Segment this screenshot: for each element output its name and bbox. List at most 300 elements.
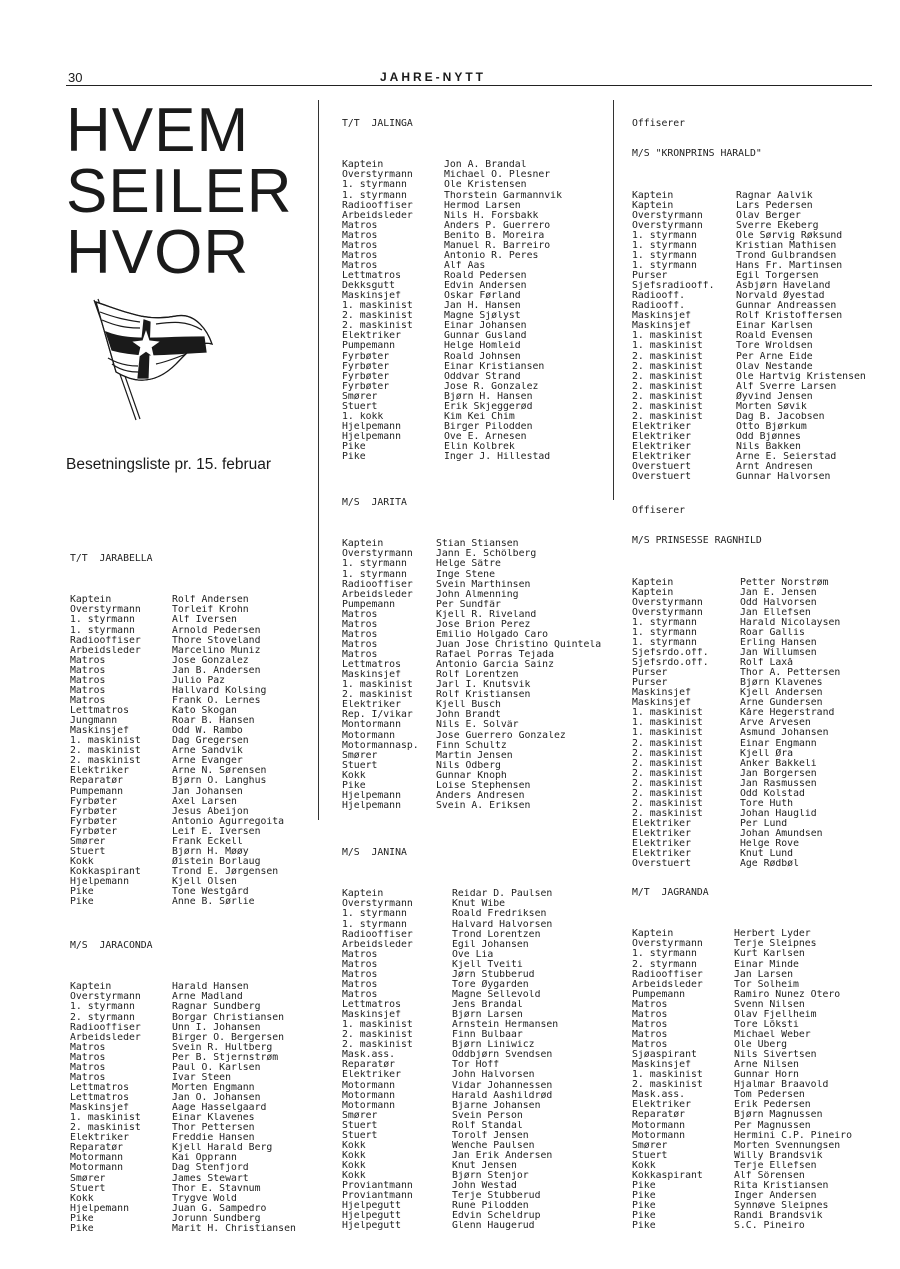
crew-name: Otto Bjørkum <box>736 421 807 432</box>
crew-rank: Arbeidsleder <box>342 939 413 950</box>
crew-rank: 1. styrmann <box>632 230 697 241</box>
crew-name: Einar Minde <box>734 959 799 970</box>
crew-name: Arne Madland <box>172 992 243 1003</box>
crew-name: Terje Stubberud <box>452 1191 541 1202</box>
crew-rank: Purser <box>632 271 668 281</box>
crew-name: Hans Fr. Martinsen <box>736 260 843 271</box>
crew-rank: Elektriker <box>342 331 401 342</box>
crew-rank: Matros <box>342 619 378 630</box>
crew-row <box>70 1073 315 1083</box>
crew-row <box>342 741 612 751</box>
crew-name: Helge Sätre <box>436 559 501 570</box>
crew-name: Arne Gundersen <box>740 698 823 709</box>
crew-row <box>342 201 612 211</box>
page-number: 30 <box>68 70 83 85</box>
crew-name: Elin Kolbrek <box>444 442 515 453</box>
crew-name: Hermini C.P. Pineiro <box>734 1130 852 1141</box>
crew-rank: Reparatør <box>632 1110 686 1121</box>
crew-rank: Elektriker <box>632 432 691 442</box>
crew-rank: Radiooff. <box>632 291 686 302</box>
crew-name: Trygve Wold <box>172 1193 237 1204</box>
crew-row <box>632 201 877 211</box>
crew-row <box>342 539 612 549</box>
crew-rank: Kaptein <box>342 539 384 550</box>
crew-name: Thor A. Pettersen <box>740 668 841 679</box>
crew-rank: Motormann <box>70 1153 124 1164</box>
crew-row <box>342 940 612 950</box>
crew-row <box>632 990 877 1000</box>
crew-row <box>342 331 612 341</box>
crew-row <box>70 736 315 746</box>
crew-row <box>632 1010 877 1020</box>
crew-row <box>342 970 612 980</box>
publication-title: JAHRE-NYTT <box>380 70 487 84</box>
crew-rank: 1. styrmann <box>632 637 697 648</box>
crew-row <box>342 710 612 720</box>
crew-rank: Motormann <box>342 1100 396 1111</box>
crew-name: Kristian Mathisen <box>736 240 837 251</box>
crew-name: Antonio R. Peres <box>444 250 539 261</box>
crew-rank: Overstyrmann <box>632 607 703 618</box>
crew-rank: 2. maskinist <box>632 798 703 809</box>
crew-row <box>342 1161 612 1171</box>
crew-rank: 2. maskinist <box>342 1040 413 1051</box>
crew-name: Roald Evensen <box>736 331 813 342</box>
crew-name: Harald Aashildrød <box>452 1090 553 1101</box>
crew-row <box>342 231 612 241</box>
crew-rank: Matros <box>342 609 378 620</box>
crew-rank: 1. styrmann <box>70 1002 135 1013</box>
crew-row <box>632 728 877 738</box>
crew-row <box>342 680 612 690</box>
crew-name: Rolf Lorentzen <box>436 670 519 681</box>
crew-name: John Brandt <box>436 710 501 721</box>
crew-name: Rafael Porras Tejada <box>436 650 554 660</box>
crew-row <box>70 1214 315 1224</box>
crew-rank: Matros <box>632 1009 668 1020</box>
crew-rank: Pike <box>342 780 366 791</box>
crew-name: Roald Johnsen <box>444 351 521 362</box>
crew-name: Odd W. Rambo <box>172 726 243 737</box>
crew-row <box>342 990 612 1000</box>
crew-rank: Montormann <box>342 720 401 731</box>
crew-name: James Stewart <box>172 1173 249 1184</box>
crew-row <box>70 1143 315 1153</box>
crew-rank: 2. maskinist <box>632 758 703 769</box>
crew-row <box>632 1070 877 1080</box>
crew-name: Trond Gulbrandsen <box>736 250 837 261</box>
crew-rank: Matros <box>342 629 378 640</box>
crew-name: Edvin Andersen <box>444 281 527 292</box>
crew-name: Willy Brandsvik <box>734 1150 823 1161</box>
crew-list <box>70 982 315 1234</box>
crew-name: Jorunn Sundberg <box>172 1213 261 1224</box>
crew-row <box>632 1060 877 1070</box>
crew-row <box>632 980 877 990</box>
crew-row <box>632 1050 877 1060</box>
crew-name: Nils H. Forsbakk <box>444 210 539 221</box>
crew-rank: Maskinsjef <box>70 726 129 737</box>
crew-rank: 2. maskinist <box>632 748 703 759</box>
crew-name: Oddbjørn Svendsen <box>452 1050 553 1061</box>
crew-name: Nils Bakken <box>736 442 801 453</box>
crew-name: Thorstein Garmannvik <box>444 190 562 201</box>
crew-rank: 2. maskinist <box>632 808 703 819</box>
crew-row <box>342 392 612 402</box>
crew-row <box>342 311 612 321</box>
crew-name: Thor Pettersen <box>172 1123 255 1134</box>
crew-rank: Smører <box>70 836 106 847</box>
crew-rank: 2. maskinist <box>632 738 703 749</box>
crew-name: Nils Sivertsen <box>734 1050 817 1061</box>
crew-name: Reidar D. Paulsen <box>452 889 553 900</box>
crew-name: Jan Rasmussen <box>740 778 817 789</box>
crew-row <box>632 1100 877 1110</box>
crew-name: Finn Schultz <box>436 740 507 751</box>
crew-name: Arne Evanger <box>172 756 243 767</box>
crew-row <box>632 1110 877 1120</box>
crew-rank: 1. maskinist <box>632 728 703 739</box>
crew-rank: Matros <box>70 675 106 686</box>
crew-name: Erik Skjeggerød <box>444 401 533 412</box>
crew-row <box>632 321 877 331</box>
crew-name: Svein Marthinsen <box>436 579 531 590</box>
crew-name: Thor E. Stavnum <box>172 1183 261 1194</box>
crew-name: Morten Svennungsen <box>734 1140 841 1151</box>
crew-row <box>632 708 877 718</box>
crew-name: Alf Sverre Larsen <box>736 381 837 392</box>
crew-name: Einar Karlsen <box>736 321 813 332</box>
crew-rank: Radiooffiser <box>342 579 413 590</box>
crew-row <box>342 1131 612 1141</box>
crew-rank: Radiooffiser <box>342 929 413 940</box>
crew-rank: Motormann <box>632 1130 686 1141</box>
crew-row <box>342 731 612 741</box>
crew-rank: Fyrbøter <box>70 806 118 817</box>
headline-line-2: SEILER <box>66 157 293 226</box>
crew-name: Bjørn Klavenes <box>740 678 823 689</box>
crew-name: Einar Klavenes <box>172 1113 255 1124</box>
crew-name: Michael Weber <box>734 1029 811 1040</box>
crew-rank: Kaptein <box>632 929 674 940</box>
crew-name: Harald Nicolaysen <box>740 617 841 628</box>
crew-name: Knut Jensen <box>452 1161 517 1171</box>
crew-rank: Matros <box>342 969 378 980</box>
crew-rank: Pumpemann <box>342 341 396 352</box>
crew-rank: Hjelpegutt <box>342 1201 401 1212</box>
crew-name: Asbjørn Haveland <box>736 281 831 292</box>
crew-row <box>632 628 877 638</box>
crew-rank: Matros <box>342 220 378 231</box>
crew-rank: Motormann <box>70 1163 124 1174</box>
crew-row <box>342 761 612 771</box>
crew-name: Hallvard Kolsing <box>172 685 267 696</box>
crew-row <box>342 640 612 650</box>
crew-row <box>70 992 315 1002</box>
crew-name: Oddvar Strand <box>444 371 521 382</box>
crew-row <box>342 950 612 960</box>
crew-row <box>632 849 877 859</box>
crew-rank: 1. styrmann <box>70 615 135 626</box>
crew-row <box>632 271 877 281</box>
crew-rank: Lettmatros <box>70 1093 129 1103</box>
crew-rank: Matros <box>70 685 106 696</box>
crew-rank: 1. maskinist <box>70 736 141 747</box>
crew-rank: 2. maskinist <box>342 311 413 322</box>
crew-name: Nils Odberg <box>436 760 501 771</box>
crew-rank: Arbeidsleder <box>342 589 413 600</box>
crew-name: Gunnar Halvorsen <box>736 472 831 483</box>
crew-rank: Fyrbøter <box>70 816 118 827</box>
crew-rank: Elektriker <box>632 839 691 850</box>
crew-name: Juan Jose Christino Quintela <box>436 639 602 650</box>
crew-rank: 1. styrmann <box>632 949 697 960</box>
crew-rank: Mask.ass. <box>342 1050 396 1061</box>
crew-name: Arne Nilsen <box>734 1060 799 1071</box>
crew-row <box>342 432 612 442</box>
crew-rank: Pumpemann <box>632 989 686 1000</box>
crew-row <box>632 668 877 678</box>
crew-rank: Maskinsjef <box>632 1060 691 1071</box>
crew-rank: Hjelpemann <box>342 790 401 801</box>
crew-row <box>70 1174 315 1184</box>
crew-name: Harald Hansen <box>172 982 249 993</box>
crew-name: Øyvind Jensen <box>736 391 813 402</box>
crew-name: Birger Pilodden <box>444 421 533 432</box>
crew-rank: Matros <box>342 230 378 241</box>
crew-rank: Elektriker <box>70 1133 129 1144</box>
crew-name: Per Arne Eide <box>736 351 813 362</box>
crew-name: Johan Amundsen <box>740 829 823 840</box>
crew-name: Odd Kolstad <box>740 788 805 799</box>
crew-rank: Motormann <box>632 1120 686 1131</box>
crew-row <box>632 829 877 839</box>
crew-row <box>632 648 877 658</box>
crew-row <box>632 578 877 588</box>
crew-rank: Radiooff. <box>632 301 686 312</box>
crew-rank: Elektriker <box>632 421 691 432</box>
crew-rank: Matros <box>342 979 378 990</box>
norwegian-flag-icon <box>86 292 216 422</box>
crew-name: Randi Brandsvik <box>734 1211 823 1222</box>
crew-name: Johan Hauglid <box>740 808 817 819</box>
crew-row <box>70 1224 315 1234</box>
crew-name: Jose R. Gonzalez <box>444 381 539 392</box>
crew-name: Kato Skogan <box>172 706 237 716</box>
crew-rank: Stuert <box>342 760 378 771</box>
crew-row <box>70 1063 315 1073</box>
crew-rank: 1. maskinist <box>342 1020 413 1031</box>
crew-name: Svein Person <box>452 1110 523 1121</box>
crew-name: Svenn Nilsen <box>734 999 805 1010</box>
section-subtitle: M/S "KRONPRINS HARALD" <box>632 148 762 160</box>
crew-name: Glenn Haugerud <box>452 1221 535 1232</box>
crew-row <box>342 920 612 930</box>
crew-name: Per Sundfär <box>436 599 501 610</box>
crew-rank: Matros <box>70 1062 106 1073</box>
crew-rank: Matros <box>70 1052 106 1063</box>
crew-rank: 1. maskinist <box>632 341 703 352</box>
crew-name: Paul O. Karlsen <box>172 1062 261 1073</box>
crew-rank: Matros <box>342 260 378 271</box>
crew-rank: Proviantmann <box>342 1181 413 1192</box>
crew-name: Trond E. Jørgensen <box>172 867 279 877</box>
crew-name: Arne Sandvik <box>172 746 243 757</box>
crew-rank: Kaptein <box>632 587 674 598</box>
list-subtitle: Besetningsliste pr. 15. februar <box>66 456 272 473</box>
crew-row <box>342 281 612 291</box>
crew-rank: Kaptein <box>342 889 384 900</box>
crew-row <box>342 170 612 180</box>
crew-rank: Matros <box>70 695 106 706</box>
column-divider-left <box>318 100 319 820</box>
crew-name: Emilio Holgado Caro <box>436 629 549 640</box>
crew-name: Arnold Pedersen <box>172 625 261 636</box>
crew-name: Torleif Krohn <box>172 605 249 616</box>
crew-name: Loise Stephensen <box>436 780 531 791</box>
crew-name: Per Lund <box>740 819 788 829</box>
crew-name: Jørn Stubberud <box>452 969 535 980</box>
crew-row <box>632 191 877 201</box>
crew-row <box>342 180 612 190</box>
crew-name: Bjørn Magnussen <box>734 1110 823 1121</box>
crew-row <box>342 241 612 251</box>
crew-name: Helge Rove <box>740 839 799 850</box>
crew-name: Einar Kristiansen <box>444 361 545 372</box>
crew-name: Egil Johansen <box>452 939 529 950</box>
crew-row <box>70 1053 315 1063</box>
crew-name: Jan Erik Andersen <box>452 1150 553 1161</box>
crew-name: Dag B. Jacobsen <box>736 411 825 422</box>
crew-row <box>632 1030 877 1040</box>
crew-row <box>342 600 612 610</box>
section-jaraconda <box>70 921 315 1244</box>
crew-row <box>70 897 315 907</box>
crew-row <box>632 1141 877 1151</box>
crew-row <box>632 291 877 301</box>
crew-row <box>342 899 612 909</box>
crew-rank: Pike <box>632 1180 656 1191</box>
crew-row <box>70 686 315 696</box>
crew-rank: Arbeidsleder <box>632 979 703 990</box>
crew-name: Hjalmar Braavold <box>734 1080 829 1091</box>
crew-row <box>632 1171 877 1181</box>
crew-rank: Matros <box>632 1029 668 1040</box>
crew-rank: Pike <box>70 887 94 898</box>
crew-name: Axel Larsen <box>172 796 237 807</box>
crew-name: Anne B. Sørlie <box>172 897 255 908</box>
crew-rank: Kokk <box>342 1140 366 1151</box>
crew-row <box>342 700 612 710</box>
crew-row <box>70 706 315 716</box>
crew-rank: Overstuert <box>632 859 691 870</box>
crew-row <box>70 1184 315 1194</box>
crew-row <box>632 452 877 462</box>
crew-row <box>342 291 612 301</box>
crew-name: Erling Hansen <box>740 637 817 648</box>
crew-row <box>342 362 612 372</box>
crew-row <box>70 615 315 625</box>
crew-rank: Lettmatros <box>342 660 401 671</box>
crew-rank: Elektriker <box>632 829 691 840</box>
crew-name: Roar Gallis <box>740 627 805 638</box>
crew-rank: Lettmatros <box>342 271 401 281</box>
crew-row <box>632 1211 877 1221</box>
crew-row <box>70 1013 315 1023</box>
crew-row <box>342 1101 612 1111</box>
crew-rank: Sjefsrdo.off. <box>632 658 709 668</box>
section-jagranda <box>632 868 877 1241</box>
crew-name: Alf Sörensen <box>734 1170 805 1181</box>
crew-row <box>342 801 612 811</box>
crew-row <box>70 867 315 877</box>
crew-row <box>342 1171 612 1181</box>
crew-rank: Kaptein <box>70 595 112 606</box>
crew-rank: 2. maskinist <box>632 401 703 412</box>
crew-rank: Motormann <box>342 730 396 741</box>
crew-rank: Matros <box>70 655 106 666</box>
crew-rank: Hjelpemann <box>70 877 129 888</box>
crew-rank: Purser <box>632 668 668 679</box>
crew-rank: Fyrbøter <box>70 796 118 807</box>
section-title: M/T JAGRANDA <box>632 887 709 899</box>
crew-row <box>70 837 315 847</box>
crew-row <box>70 1194 315 1204</box>
crew-name: Rune Pilodden <box>452 1201 529 1212</box>
crew-row <box>70 1133 315 1143</box>
crew-rank: 2. maskinist <box>632 768 703 779</box>
crew-rank: Pike <box>632 1221 656 1232</box>
crew-rank: Stuert <box>342 1120 378 1131</box>
crew-rank: 1. styrmann <box>632 617 697 628</box>
crew-row <box>632 382 877 392</box>
crew-row <box>632 698 877 708</box>
crew-name: Bjørn Stenjor <box>452 1171 529 1182</box>
crew-row <box>70 857 315 867</box>
crew-name: Gunnar Knoph <box>436 770 507 781</box>
crew-name: Petter Norstrøm <box>740 577 829 588</box>
crew-name: John Halvorsen <box>452 1070 535 1081</box>
crew-rank: 1. kokk <box>342 411 384 422</box>
headline-line-3: HVOR <box>66 218 250 287</box>
crew-rank: Pumpemann <box>70 786 124 797</box>
crew-row <box>342 422 612 432</box>
crew-row <box>342 590 612 600</box>
crew-name: Thore Stoveland <box>172 635 261 646</box>
crew-row <box>70 877 315 887</box>
crew-row <box>632 759 877 769</box>
crew-rank: Overstyrmann <box>632 210 703 221</box>
header-rule <box>66 85 872 86</box>
crew-row <box>632 618 877 628</box>
crew-rank: Matros <box>632 999 668 1010</box>
crew-name: Odd Halvorsen <box>740 597 817 608</box>
crew-rank: Fyrbøter <box>342 381 390 392</box>
crew-name: Einar Johansen <box>444 321 527 332</box>
crew-row <box>70 676 315 686</box>
crew-rank: Elektriker <box>342 700 401 711</box>
crew-name: Ragnar Aalvik <box>736 190 813 201</box>
crew-row <box>70 827 315 837</box>
crew-name: Jan Ellefsen <box>740 607 811 618</box>
crew-row <box>342 442 612 452</box>
crew-row <box>342 781 612 791</box>
crew-name: Rita Kristiansen <box>734 1180 829 1191</box>
crew-row <box>632 739 877 749</box>
crew-rank: Smører <box>342 391 378 402</box>
crew-name: Juan G. Sampedro <box>172 1203 267 1214</box>
crew-row <box>342 191 612 201</box>
